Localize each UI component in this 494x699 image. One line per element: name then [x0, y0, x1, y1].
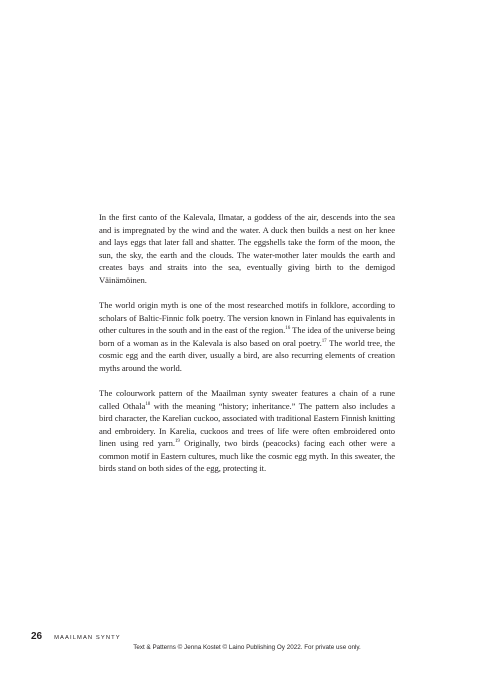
paragraph-text: Originally, two birds (peacocks) facing each other were a common motif in Eastern cultures, much like the cosmic egg myth. In this sweater, the birds stand on both sides of the egg, protecting it.: [99, 438, 396, 473]
section-name: MAAILMAN SYNTY: [54, 635, 121, 641]
copyright-notice: Text & Patterns © Jenna Kostet © Laino Publishing Oy 2022. For private use only.: [133, 644, 361, 651]
page-footer: [31, 631, 121, 642]
footnote-ref-17: 17: [321, 338, 327, 344]
footnote-ref-16: 16: [285, 326, 291, 332]
paragraph-text: with the meaning “history; inheritance.” The pattern also includes a bird character, the Karelian cuckoo, associated with traditional Eastern Finnish knitting and embroidery. In Karelia, cuckoos and trees of life were often embroidered onto linen using red yarn.: [99, 400, 395, 448]
paragraph-text: The world origin myth is one of the most researched motifs in folklore, according to scholars of Baltic-Finnic folk poetry. The version known in Finland has equivalents in other cultures in the south and in the east of the region.: [99, 300, 395, 335]
paragraph-colourwork-pattern: [99, 387, 395, 475]
paragraph-text: In the first canto of the Kalevala, Ilmatar, a goddess of the air, descends into the sea and is impregnated by the wind and the water. A duck then builds a nest on her knee and lays eggs that later fall and shatter. The eggshells take the form of the moon, the sun, the sky, the earth and the clouds. The water-mother later moulds the earth and creates bays and straits into the sea, eventually giving birth to the demigod Väinämöinen.: [99, 212, 395, 285]
footnote-ref-19: 19: [174, 439, 180, 445]
paragraph-text: The colourwork pattern of the Maailman synty sweater features a chain of a rune called Othala: [99, 388, 395, 411]
page-number: 26: [31, 631, 43, 642]
paragraph-creation-canto: [99, 211, 395, 286]
paragraph-text: The idea of the universe being born of a woman as in the Kalevala is also based on oral poetry.: [99, 325, 395, 348]
footnote-ref-18: 18: [145, 401, 151, 407]
paragraph-text: The world tree, the cosmic egg and the earth diver, usually a bird, are also recurring elements of creation myths around the world.: [99, 337, 395, 373]
paragraph-origin-myth: [99, 299, 395, 374]
body-text: [99, 211, 395, 475]
